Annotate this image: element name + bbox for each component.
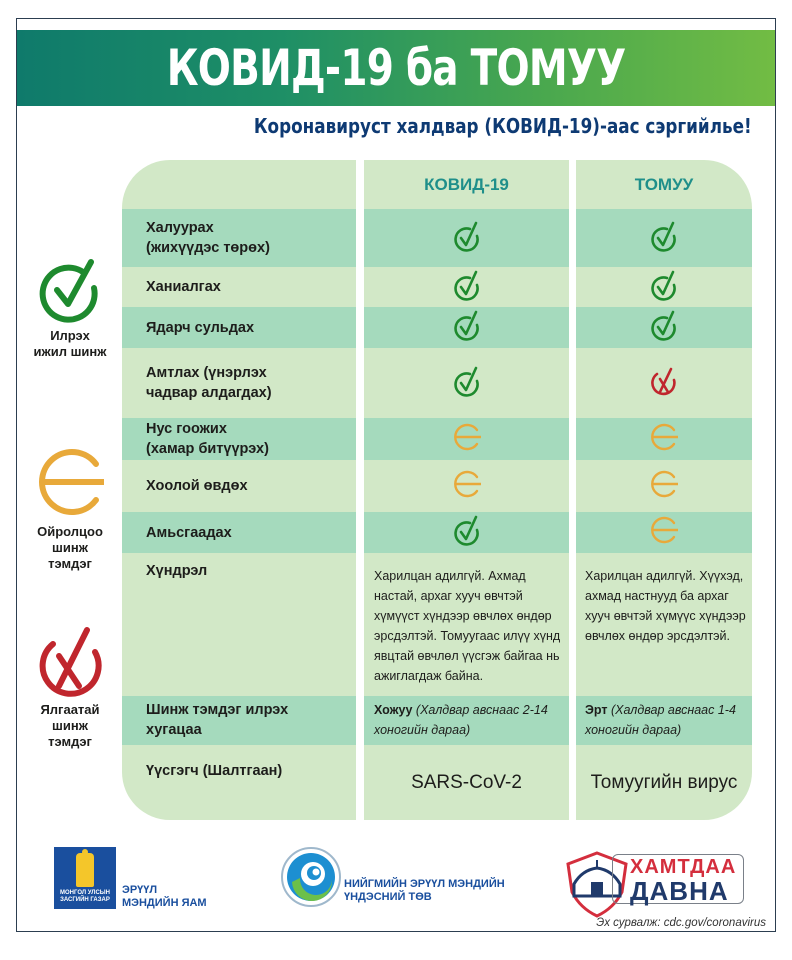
- legend-label-line: тэмдэг: [48, 556, 92, 571]
- page-title: КОВИД-19 ба ТОМУУ: [166, 39, 626, 97]
- cell-covid-check: [364, 512, 569, 553]
- public-health-center-logo-icon: [280, 846, 342, 908]
- row-label-cause: Үүсгэгч (Шалтгаан): [146, 763, 283, 779]
- legend-label-line: шинж: [52, 718, 88, 733]
- cell-flu-check: [576, 209, 752, 267]
- ministry-name-line: МЭНДИЙН ЯАМ: [122, 897, 207, 909]
- column-divider: [356, 160, 364, 820]
- row-label-line: Халуурах: [146, 220, 214, 236]
- legend-different-symptoms: [20, 626, 120, 750]
- cell-flu-similar: [576, 512, 752, 553]
- row-label-symptom: [146, 418, 351, 460]
- legend-label: [20, 702, 120, 750]
- subtitle: Коронавируст халдвар (КОВИД-19)-аас сэргийлье!: [254, 114, 752, 138]
- cell-flu-check: [576, 267, 752, 307]
- similar-circle-icon: [32, 444, 108, 520]
- government-logo-text-line: МОНГОЛ УЛСЫН: [60, 890, 110, 896]
- column-header-flu: ТОМУУ: [634, 175, 694, 194]
- ministry-name-line: ЭРҮҮЛ: [122, 884, 158, 896]
- legend-label-line: Илрэх: [50, 328, 90, 343]
- center-name-line: НИЙГМИЙН ЭРҮҮЛ МЭНДИЙН: [344, 878, 505, 890]
- cell-covid-similar: [364, 460, 569, 512]
- government-logo-text-line: ЗАСГИЙН ГАЗАР: [60, 897, 110, 903]
- similar-mark-icon: [451, 468, 483, 505]
- government-logo-text: [54, 890, 116, 904]
- legend-label-line: тэмдэг: [48, 734, 92, 749]
- check-mark-icon: [452, 365, 482, 402]
- cell-flu-similar: [576, 418, 752, 460]
- row-label-symptom: [146, 348, 351, 418]
- onset-covid: [374, 700, 569, 740]
- government-logo: [54, 847, 116, 909]
- similar-mark-icon: [648, 514, 680, 551]
- row-label-line: Хоолой өвдөх: [146, 478, 248, 494]
- cell-covid-check: [364, 209, 569, 267]
- cause-flu: Томуугийн вирус: [590, 772, 738, 793]
- cell-covid-check: [364, 307, 569, 348]
- row-label-symptom: [146, 307, 351, 348]
- row-label-line: хугацаа: [146, 722, 202, 738]
- onset-covid-detail: (Халдвар авснаас 2-14 хоногийн дараа): [374, 703, 548, 737]
- complications-flu: Харилцан адилгүй. Хүүхэд, ахмад настнууд ба архаг хууч өвчтэй хүмүүс хүндээр өвчлөх өндөр эрсдэлтэй.: [585, 569, 746, 643]
- row-label-line: Амтлах (үнэрлэх: [146, 365, 267, 381]
- column-divider: [569, 160, 576, 820]
- row-label-symptom: [146, 512, 351, 553]
- onset-flu: [585, 700, 745, 740]
- cell-covid-similar: [364, 418, 569, 460]
- legend-label-line: Ойролцоо: [37, 524, 103, 539]
- row-label-line: Ядарч сульдах: [146, 319, 255, 336]
- check-mark-icon: [452, 220, 482, 257]
- center-name-line: ҮНДЭСНИЙ ТӨВ: [344, 891, 432, 903]
- legend-label: [20, 524, 120, 572]
- legend-approx-symptoms: [20, 444, 120, 572]
- row-label-line: чадвар алдагдах): [146, 385, 272, 401]
- cross-circle-icon: [35, 626, 105, 698]
- check-mark-icon: [649, 269, 679, 306]
- row-label-line: Нус гоожих: [146, 421, 227, 437]
- source-credit: Эх сурвалж: cdc.gov/coronavirus: [596, 917, 766, 929]
- cell-covid-check: [364, 348, 569, 418]
- cross-mark-icon: [649, 365, 679, 402]
- row-label-line: (жихүүдэс төрөх): [146, 240, 270, 256]
- row-label-symptom: [146, 209, 351, 267]
- check-circle-icon: [37, 258, 103, 324]
- public-health-center-name: [344, 878, 505, 904]
- onset-flu-detail: (Халдвар авснаас 1-4 хоногийн дараа): [585, 703, 736, 737]
- similar-mark-icon: [648, 468, 680, 505]
- check-mark-icon: [452, 514, 482, 551]
- cell-covid-check: [364, 267, 569, 307]
- legend-similar-symptoms: [20, 258, 120, 360]
- row-label-line: Ханиалгах: [146, 279, 221, 295]
- row-label-symptom: [146, 267, 351, 307]
- legend-label: [20, 328, 120, 360]
- check-mark-icon: [649, 309, 679, 346]
- soyombo-emblem-icon: [76, 853, 94, 887]
- row-label-onset: [146, 700, 351, 740]
- cell-flu-check: [576, 307, 752, 348]
- complications-covid: Харилцан адилгүй. Ахмад настай, архаг хууч өвчтэй хүмүүст хүндээр өвчлөх өндөр эрсдэлтэй. Томуугаас илүү хүнд явцтай өвчлөл үүсгэж байгаа нь ажиглагдаж байна.: [374, 569, 561, 683]
- ministry-of-health-name: [122, 884, 207, 910]
- row-label-line: (хамар битүүрэх): [146, 441, 269, 457]
- onset-flu-speed: Эрт: [585, 703, 608, 717]
- cause-covid: SARS-CoV-2: [411, 772, 522, 793]
- check-mark-icon: [649, 220, 679, 257]
- check-mark-icon: [452, 309, 482, 346]
- similar-mark-icon: [451, 421, 483, 458]
- legend-label-line: ижил шинж: [33, 344, 107, 359]
- campaign-title-line2: ДАВНА: [630, 876, 729, 906]
- cell-flu-cross: [576, 348, 752, 418]
- legend-label-line: Ялгаатай: [40, 702, 100, 717]
- similar-mark-icon: [648, 421, 680, 458]
- onset-covid-speed: Хожуу: [374, 703, 413, 717]
- row-label-symptom: [146, 460, 351, 512]
- row-label-line: Шинж тэмдэг илрэх: [146, 702, 289, 718]
- column-header-covid: КОВИД-19: [424, 175, 509, 194]
- title-banner: [17, 30, 775, 106]
- legend-label-line: шинж: [52, 540, 88, 555]
- campaign-title-line1: ХАМТДАА: [630, 856, 737, 878]
- row-label-line: Амьсгаадах: [146, 524, 232, 541]
- check-mark-icon: [452, 269, 482, 306]
- row-label-complications: Хүндрэл: [146, 563, 208, 579]
- cell-flu-similar: [576, 460, 752, 512]
